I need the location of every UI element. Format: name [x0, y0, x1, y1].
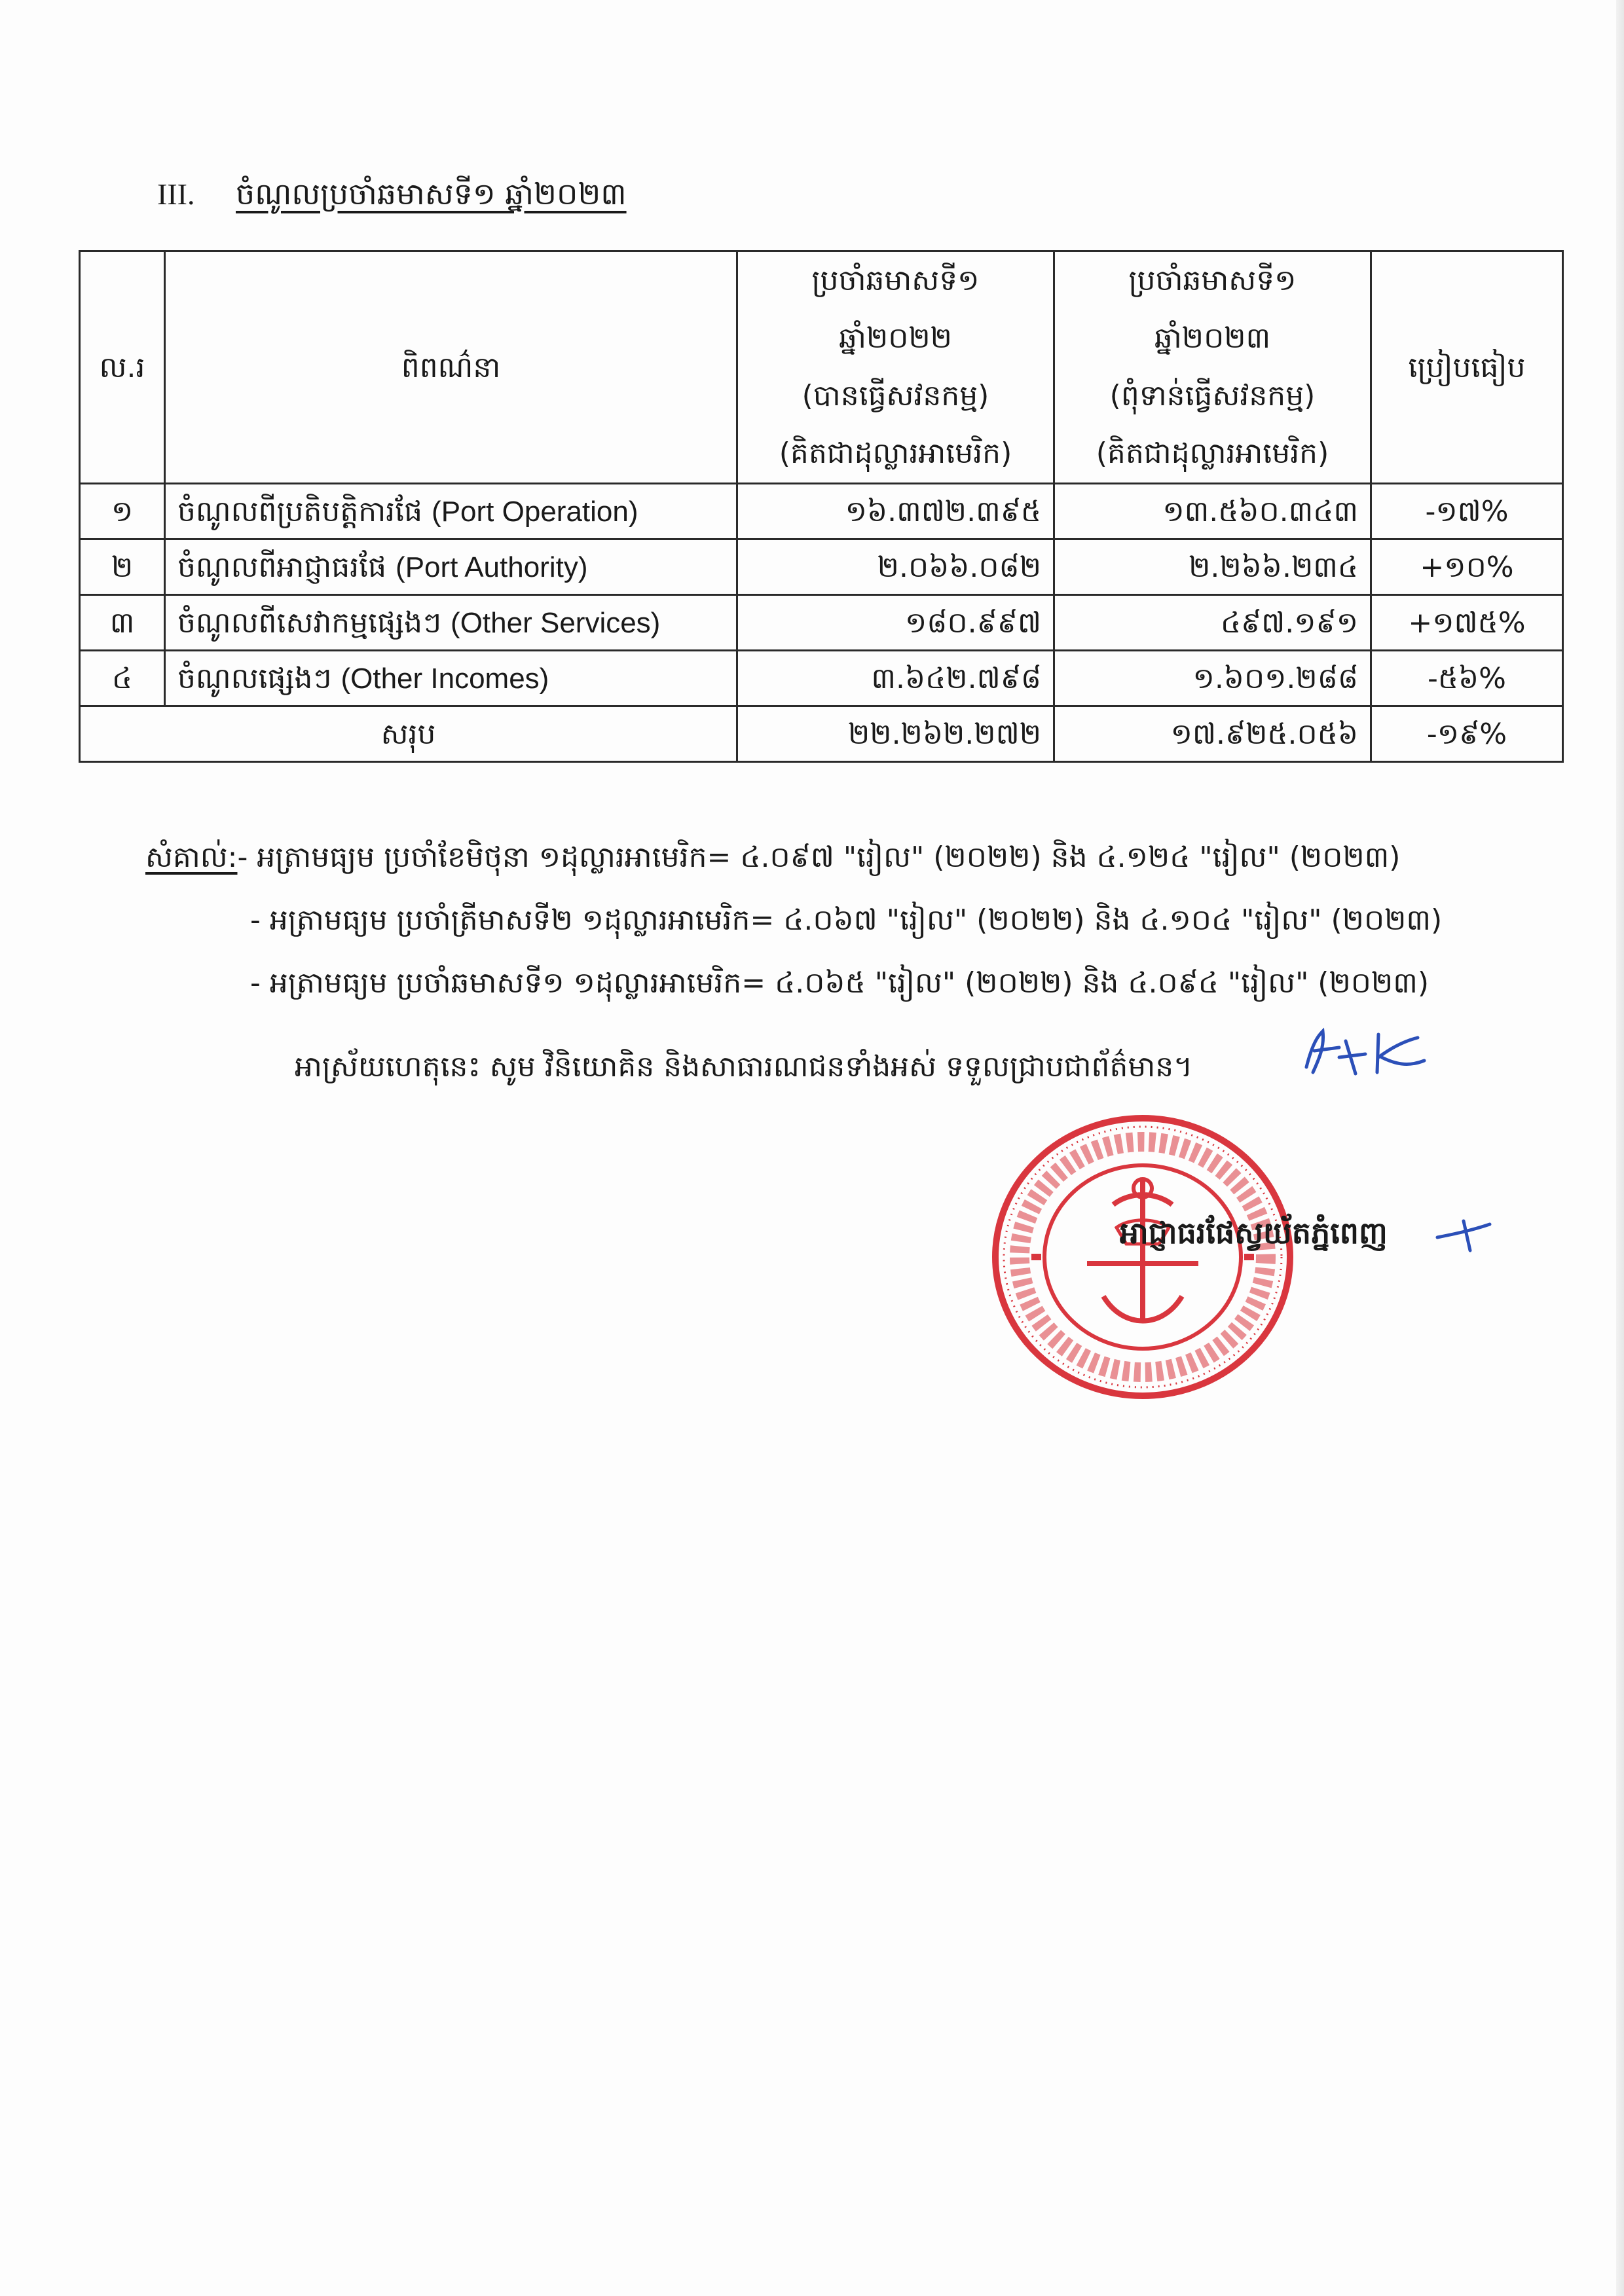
- total-change: -១៩%: [1371, 706, 1563, 762]
- table-row: [80, 595, 1563, 651]
- row-value-2023: ១.៦០១.២៨៨: [1054, 651, 1371, 706]
- table-row: [80, 539, 1563, 595]
- header-compare: ប្រៀបធៀប: [1371, 251, 1563, 484]
- total-value-2023: ១៧.៩២៥.០៥៦: [1054, 706, 1371, 762]
- header-no: ល.រ: [80, 251, 165, 484]
- signature-stroke-icon: [1434, 1214, 1493, 1254]
- row-value-2022: ១៦.៣៧២.៣៩៥: [737, 484, 1054, 539]
- row-number: ១: [80, 484, 165, 539]
- notes-label: សំគាល់:: [145, 841, 238, 874]
- note-line: - អត្រាមធ្យម ប្រចាំត្រីមាសទី២ ១ដុល្លារអាមេរិក= ៤.០៦៧ "រៀល" (២០២២) និង ៤.១០៤ "រៀល" (២០២៣): [250, 903, 1443, 937]
- header-description: ពិពណ៌នា: [165, 251, 737, 484]
- table-header-row: [80, 251, 1563, 484]
- notes-block: [145, 826, 1442, 1015]
- row-value-2022: ២.០៦៦.០៨២: [737, 539, 1054, 595]
- note-line: សំគាល់:- អត្រាមធ្យម ប្រចាំខែមិថុនា ១ដុល្លារអាមេរិក= ៤.០៩៧ "រៀល" (២០២២) និង ៤.១២៤ "រៀល" (២០២៣): [145, 841, 1401, 874]
- row-description: ចំណូលពីសេវាកម្មផ្សេងៗ (Other Services): [165, 595, 737, 651]
- row-number: ២: [80, 539, 165, 595]
- row-value-2022: ៣.៦៤២.៧៩៨: [737, 651, 1054, 706]
- row-value-2023: ២.២៦៦.២៣៤: [1054, 539, 1371, 595]
- row-value-2023: ១៣.៥៦០.៣៤៣: [1054, 484, 1371, 539]
- section-heading: [157, 175, 627, 219]
- row-change: +១៧៥%: [1371, 595, 1563, 651]
- header-2022: ប្រចាំឆមាសទី១ ឆ្នាំ២០២២ (បានធ្វើសវនកម្ម) (គិតជាដុល្លារអាមេរិក): [737, 251, 1054, 484]
- closing-statement: អាស្រ័យហេតុនេះ សូម វិនិយោគិន និងសាធារណជនទាំងអស់ ទទួលជ្រាបជាព័ត៌មាន។: [295, 1050, 1193, 1084]
- table-total-row: [80, 706, 1563, 762]
- section-number: III.: [157, 177, 195, 211]
- note-line: - អត្រាមធ្យម ប្រចាំឆមាសទី១ ១ដុល្លារអាមេរិក= ៤.០៦៥ "រៀល" (២០២២) និង ៤.០៩៤ "រៀល" (២០២៣): [250, 966, 1429, 1000]
- section-title: ចំណូលប្រចាំឆមាសទី១ ឆ្នាំ២០២៣: [236, 176, 627, 211]
- table-row: [80, 484, 1563, 539]
- row-change: +១០%: [1371, 539, 1563, 595]
- row-description: ចំណូលផ្សេងៗ (Other Incomes): [165, 651, 737, 706]
- signatory-name: អាជ្ញាធរផែស្វយ័តភ្នំពេញ: [1120, 1215, 1388, 1250]
- row-change: -១៧%: [1371, 484, 1563, 539]
- row-value-2022: ១៨០.៩៩៧: [737, 595, 1054, 651]
- row-value-2023: ៤៩៧.១៩១: [1054, 595, 1371, 651]
- income-table: [79, 250, 1564, 763]
- handwritten-initials-icon: [1300, 1021, 1431, 1080]
- row-number: ៤: [80, 651, 165, 706]
- header-2023: ប្រចាំឆមាសទី១ ឆ្នាំ២០២៣ (ពុំទាន់ធ្វើសវនកម្ម) (គិតជាដុល្លារអាមេរិក): [1054, 251, 1371, 484]
- row-number: ៣: [80, 595, 165, 651]
- row-description: ចំណូលពីអាជ្ញាធរផែ (Port Authority): [165, 539, 737, 595]
- row-description: ចំណូលពីប្រតិបត្តិការផែ (Port Operation): [165, 484, 737, 539]
- row-change: -៥៦%: [1371, 651, 1563, 706]
- page-edge-shadow: [1616, 0, 1624, 2296]
- total-value-2022: ២២.២៦២.២៧២: [737, 706, 1054, 762]
- total-label: សរុប: [80, 706, 737, 762]
- table-row: [80, 651, 1563, 706]
